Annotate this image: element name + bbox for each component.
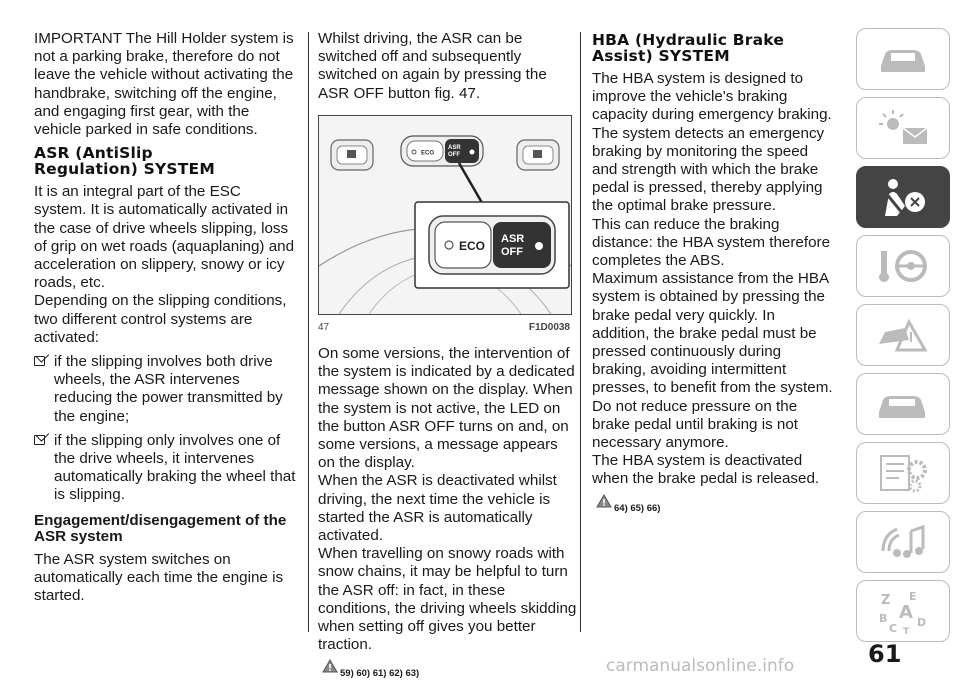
alphabet-index-icon: [875, 588, 931, 634]
warning-references: 59) 60) 61) 62) 63): [318, 659, 578, 683]
chapter-tabs: [856, 28, 950, 649]
figure-caption: [318, 319, 570, 337]
column-divider: [308, 32, 309, 632]
asr-label-small-1: ASR: [448, 144, 461, 151]
watermark: carmanualsonline.info: [606, 656, 795, 676]
tab-maintenance[interactable]: [856, 373, 950, 435]
page-number: 61: [868, 640, 902, 668]
important-note: IMPORTANT The Hill Holder system is not a parking brake, therefore do not leave the vehicle without activating the handbrake, switching off the engine, and engaging first gear, with the vehicle parked in safe conditions.: [34, 30, 294, 139]
asr-label-large-2: OFF: [501, 245, 523, 258]
seatbelt-airbag-icon: [875, 176, 931, 218]
svg-text:Z: Z: [881, 593, 891, 608]
asr-reactivation-text: When the ASR is deactivated whilst driving, the next time the vehicle is started the ASR is automatically activated.: [318, 472, 557, 545]
hba-pressure: Do not reduce pressure on the brake pedal until braking is not necessary anymore.: [592, 397, 799, 452]
warning-references: 64) 65) 66): [592, 494, 834, 518]
svg-text:B: B: [879, 612, 888, 625]
specs-gear-icon: [875, 452, 931, 494]
hba-deactivation: The HBA system is deactivated when the brake pedal is released.: [592, 452, 820, 488]
car-service-icon: [875, 384, 931, 424]
tab-index[interactable]: [856, 580, 950, 642]
asr-label-large-1: ASR: [501, 232, 525, 245]
tab-car[interactable]: [856, 28, 950, 90]
list-item: if the slipping involves both drive wheels, the ASR intervenes reducing the power transmitted by the engine;: [34, 353, 296, 426]
svg-text:C: C: [889, 622, 898, 634]
column-1: [34, 30, 296, 605]
asr-indication-text: On some versions, the intervention of the system is indicated by a dedicated message shown on the display. When the system is not active, the LED on the button ASR OFF turns on and, on some versions, a message appears on the display.: [318, 345, 575, 472]
tab-emergency[interactable]: [856, 304, 950, 366]
hba-heading: HBA (Hydraulic Brake Assist) SYSTEM: [592, 31, 785, 65]
svg-text:E: E: [909, 590, 917, 603]
snow-chains-text: When travelling on snowy roads with snow chains, it may be helpful to turn the ASR off: in fact, in these conditions, the driving wheels skidding when setting off gives you better traction.: [318, 545, 577, 654]
figure-number: 47: [318, 321, 330, 333]
tab-safety[interactable]: [856, 166, 950, 228]
checkbox-bullet-icon: [34, 435, 45, 445]
warning-triangle-icon: [596, 494, 612, 508]
engagement-subheading: Engagement/disengagement of the ASR system: [34, 511, 287, 545]
svg-text:A: A: [899, 602, 913, 623]
svg-text:T: T: [903, 627, 910, 634]
engagement-text: The ASR system switches on automatically each time the engine is started.: [34, 550, 284, 605]
list-item: if the slipping only involves one of the drive wheels, it intervenes automatically braking the wheel that is slipping.: [34, 432, 296, 505]
svg-text:D: D: [917, 616, 927, 629]
whilst-driving-text: Whilst driving, the ASR can be switched off and subsequently switched on again by pressing the ASR OFF button fig. 47.: [318, 30, 547, 102]
figure-code: F1D0038: [528, 321, 570, 333]
multimedia-music-icon: [875, 521, 931, 563]
tab-multimedia[interactable]: [856, 511, 950, 573]
figure-asr-button: [318, 115, 572, 315]
eco-label-small: ECO: [421, 150, 435, 157]
hba-intro: The HBA system is designed to improve the vehicle's braking capacity during emergency braking. The system detects an emergency braking by monitoring the speed and strength with which the brake pedal is pressed, thereby applying the optimal brake pressure.: [592, 70, 832, 215]
tab-starting[interactable]: [856, 235, 950, 297]
breakdown-warning-icon: [875, 314, 931, 356]
hba-max-assistance: Maximum assistance from the HBA system is obtained by pressing the brake pedal very quickly. In addition, the brake pedal must be pressed continuously during braking, avoiding intermittent presses, to benefit from the system.: [592, 270, 833, 397]
car-icon: [877, 42, 929, 76]
key-steering-wheel-icon: [875, 245, 931, 287]
column-divider: [580, 32, 581, 632]
asr-intro: It is an integral part of the ESC system. It is automatically activated in the case of drive wheels slipping, loss of grip on wet roads (aquaplaning) and acceleration on slippery, snowy or icy roads, etc.: [34, 183, 295, 292]
column-2: [318, 30, 578, 684]
checkbox-bullet-icon: [34, 356, 45, 366]
lights-envelope-icon: [875, 108, 931, 148]
eco-label-large: ECO: [459, 238, 486, 253]
asr-heading: ASR (AntiSlip Regulation) SYSTEM: [34, 144, 215, 179]
warning-triangle-icon: [322, 659, 338, 673]
tab-technical-data[interactable]: [856, 442, 950, 504]
asr-depending: Depending on the slipping conditions, two different control systems are activated:: [34, 292, 287, 346]
asr-label-small-2: OFF: [448, 151, 460, 158]
dashboard-illustration: [319, 116, 571, 314]
tab-lights[interactable]: [856, 97, 950, 159]
hba-braking-distance: This can reduce the braking distance: the HBA system therefore completes the ABS.: [592, 215, 831, 270]
column-3: [592, 30, 834, 518]
